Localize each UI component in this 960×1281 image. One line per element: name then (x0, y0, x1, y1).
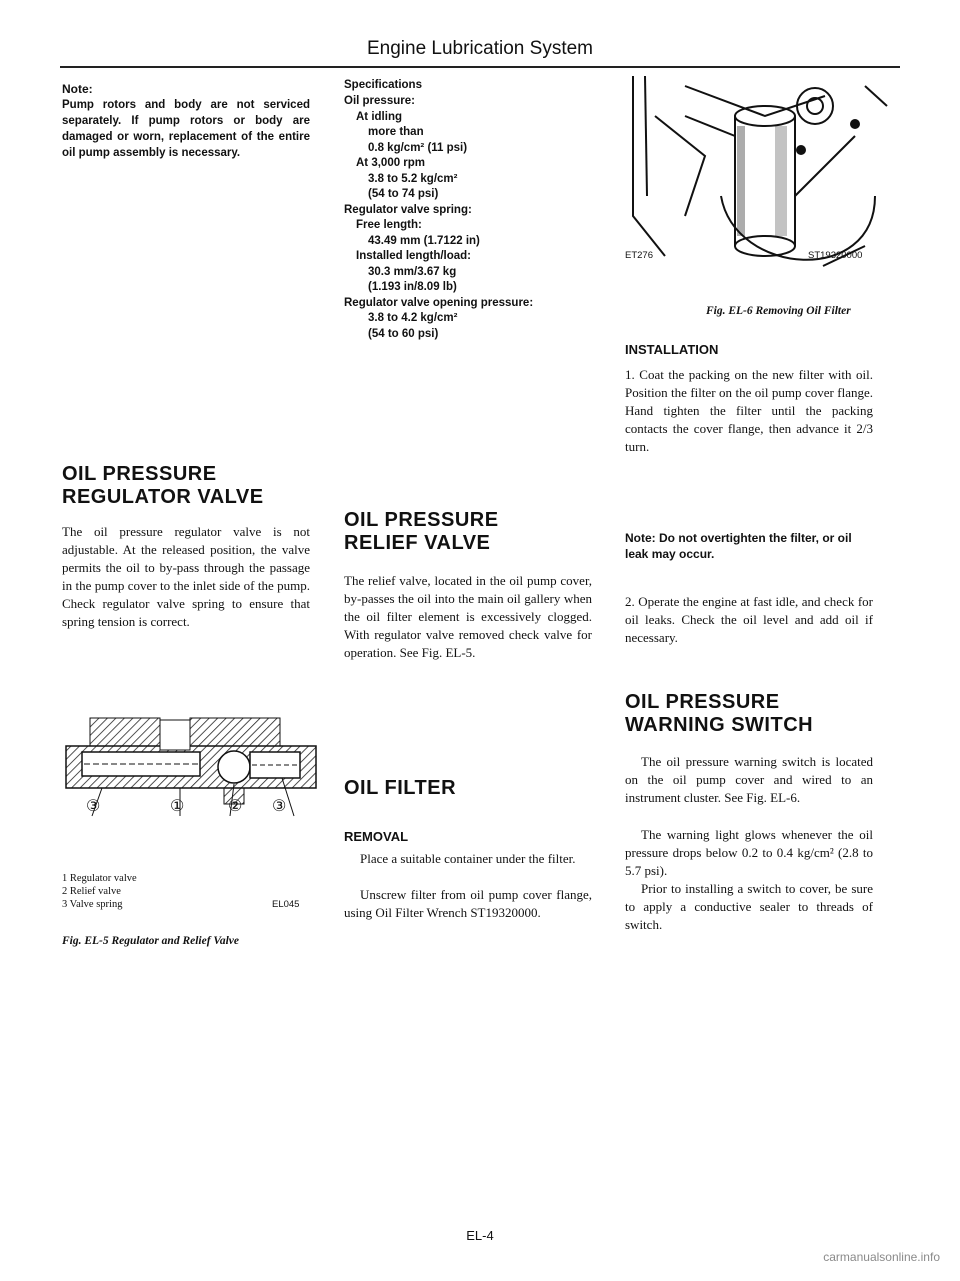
callout-3-left: ③ (86, 798, 101, 815)
page-header: Engine Lubrication System (366, 38, 593, 59)
figure-code: EL045 (272, 899, 300, 910)
install-step-1: 1. Coat the packing on the new filter with oil. Position the filter on the oil pump cover flange. Hand tighten the filter until the packing contacts the cover flange, then advance it 2/3 turn. (625, 367, 873, 454)
section-title-regulator (62, 463, 322, 509)
note-text: Pump rotors and body are not serviced separately. If pump rotors or body are damaged or worn, replacement of the entire oil pump assembly is necessary. (62, 99, 310, 159)
relief-body: The relief valve, located in the oil pump cover, by-passes the oil into the main oil gallery when the oil filter element is excessively clogged. With regulator valve removed check valve for operation. See Fig. EL-5. (344, 573, 592, 660)
figure-caption-el6: Fig. EL-6 Removing Oil Filter (706, 305, 851, 317)
warning-para-2: The warning light glows whenever the oil pressure drops below 0.2 to 0.4 kg/cm² (2.8 to 5.7 psi). (625, 827, 873, 878)
spec-line: 3.8 to 4.2 kg/cm² (368, 312, 458, 324)
section-title-line-1: OIL PRESSURE (62, 463, 217, 485)
figure-caption-el5: Fig. EL-5 Regulator and Relief Valve (62, 935, 239, 947)
spec-line: (54 to 60 psi) (368, 327, 439, 340)
section-title-warning (625, 691, 895, 737)
spec-list (344, 94, 594, 342)
section-title-installation: INSTALLATION (625, 342, 719, 357)
removal-step-1: Place a suitable container under the filter. (360, 851, 576, 866)
spec-line: Regulator valve spring: (344, 203, 472, 216)
spec-line: 0.8 kg/cm² (11 psi) (368, 141, 468, 154)
section-title-relief (344, 509, 604, 555)
spec-line: 43.49 mm (1.7122 in) (368, 234, 480, 247)
spec-line: (1.193 in/8.09 lb) (368, 281, 457, 293)
page-number: EL-4 (466, 1228, 494, 1243)
warning-title-line-2: WARNING SWITCH (625, 714, 814, 736)
warning-para-3: Prior to installing a switch to cover, be sure to apply a conductive sealer to threads of switch. (625, 881, 873, 932)
tool-label: ST19320000 (808, 250, 863, 261)
spec-line: 3.8 to 5.2 kg/cm² (368, 172, 458, 185)
regulator-body: The oil pressure regulator valve is not adjustable. At the released position, the valve permits the oil to by-pass through the passage in the pump cover to the inlet side of the pump. Check regulator valve spring to ensure that spring tension is correct. (62, 524, 310, 629)
figure-legend (62, 872, 137, 911)
specs-title: Specifications (344, 79, 422, 91)
section-title-filter: OIL FILTER (344, 777, 457, 799)
watermark: carmanualsonline.info (823, 1250, 940, 1264)
legend-item: 2 Relief valve (62, 886, 121, 897)
warning-title-line-1: OIL PRESSURE (625, 691, 780, 713)
spec-line: Oil pressure: (344, 95, 415, 107)
spec-line: more than (368, 126, 424, 138)
relief-title-line-2: RELIEF VALVE (344, 532, 491, 554)
spec-line: At 3,000 rpm (356, 157, 426, 169)
legend-item: 1 Regulator valve (62, 873, 137, 884)
subsection-removal: REMOVAL (344, 829, 409, 844)
callout-3-right: ③ (272, 798, 287, 815)
callout-2: ② (228, 798, 243, 815)
section-title-line-2: REGULATOR VALVE (62, 486, 264, 508)
legend-item: 3 Valve spring (62, 899, 123, 910)
install-note (625, 530, 873, 562)
relief-title-line-1: OIL PRESSURE (344, 509, 499, 531)
install-note-label: Note: (625, 531, 656, 545)
warning-para-1: The oil pressure warning switch is located on the oil pump cover and wired to an instrument cluster. See Fig. EL-6. (625, 754, 873, 805)
spec-line: Free length: (356, 219, 422, 231)
spec-line: 30.3 mm/3.67 kg (368, 265, 457, 278)
spec-line: (54 to 74 psi) (368, 188, 439, 200)
install-step-2: 2. Operate the engine at fast idle, and check for oil leaks. Check the oil level and add oil if necessary. (625, 594, 873, 645)
spec-line: Regulator valve opening pressure: (344, 296, 534, 309)
note-label: Note: (62, 82, 93, 96)
spec-line: At idling (356, 110, 402, 123)
header-rule (60, 66, 900, 68)
photo-code: ET276 (625, 250, 653, 261)
callout-1: ① (170, 798, 185, 815)
spec-line: Installed length/load: (356, 250, 472, 262)
install-note-text: Do not overtighten the filter, or oil leak may occur. (625, 531, 852, 561)
removal-step-2: Unscrew filter from oil pump cover flange, using Oil Filter Wrench ST19320000. (344, 887, 592, 920)
